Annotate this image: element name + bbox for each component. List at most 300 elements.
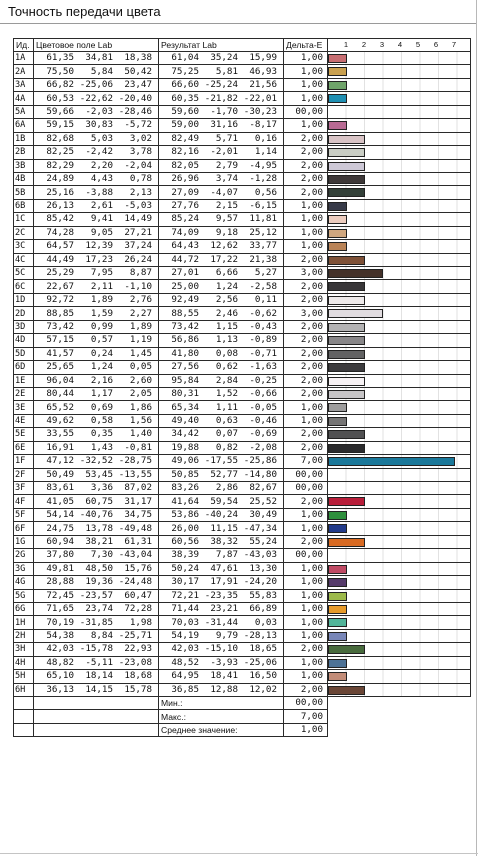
delta-e-bar [328, 202, 347, 211]
result-lab-value: -21,82 [204, 92, 238, 104]
delta-e-value: 2,00 [284, 361, 328, 374]
target-lab-cell [34, 482, 159, 495]
target-lab-value: 1,56 [129, 415, 152, 427]
result-lab-cell [159, 414, 284, 427]
delta-e-bar [328, 94, 347, 103]
result-lab-cell [159, 52, 284, 65]
result-lab-value: 0,11 [254, 294, 277, 306]
patch-id: 3F [14, 482, 34, 495]
target-lab-value: 9,05 [90, 226, 113, 238]
delta-e-value: 2,00 [284, 186, 328, 199]
patch-id: 5D [14, 347, 34, 360]
target-lab-value: -2,04 [124, 159, 152, 171]
table-row [14, 643, 471, 656]
delta-e-bar [328, 81, 347, 90]
delta-e-bar [328, 309, 383, 318]
result-lab-value: -0,69 [249, 428, 277, 440]
target-lab-value: 2,11 [90, 280, 113, 292]
result-lab-value: 83,26 [171, 482, 199, 494]
target-lab-cell [34, 159, 159, 172]
table-row [14, 240, 471, 253]
result-lab-value: 66,89 [249, 603, 277, 615]
patch-id: 4D [14, 334, 34, 347]
target-lab-value: 60,53 [46, 92, 74, 104]
target-lab-value: 15,78 [124, 683, 152, 695]
delta-e-bar [328, 524, 347, 533]
delta-e-bar-cell [328, 441, 471, 454]
target-lab-cell [34, 616, 159, 629]
patch-id: 1H [14, 616, 34, 629]
target-lab-value: 2,05 [129, 388, 152, 400]
target-lab-value: 18,68 [124, 670, 152, 682]
delta-e-value: 1,00 [284, 589, 328, 602]
delta-e-value: 1,00 [284, 199, 328, 212]
delta-e-bar [328, 256, 365, 265]
patch-id: 2G [14, 549, 34, 562]
result-lab-cell [159, 482, 284, 495]
result-lab-value: 26,00 [171, 522, 199, 534]
delta-e-bar-cell [328, 267, 471, 280]
delta-e-value: 00,00 [284, 482, 328, 495]
result-lab-value: 82,16 [171, 146, 199, 158]
result-lab-value: 59,54 [210, 495, 238, 507]
target-lab-value: 12,39 [85, 240, 113, 252]
delta-e-value: 2,00 [284, 132, 328, 145]
target-lab-value: 57,15 [46, 334, 74, 346]
patch-id: 3D [14, 320, 34, 333]
result-lab-value: -0,62 [249, 307, 277, 319]
delta-e-value: 2,00 [284, 374, 328, 387]
target-lab-value: 1,43 [90, 441, 113, 453]
target-lab-value: 22,93 [124, 643, 152, 655]
result-lab-value: 64,43 [171, 240, 199, 252]
result-lab-value: -4,07 [210, 186, 238, 198]
target-lab-value: 82,68 [46, 132, 74, 144]
target-lab-value: 2,16 [90, 374, 113, 386]
delta-e-bar [328, 175, 365, 184]
target-lab-value: 42,03 [46, 643, 74, 655]
target-lab-value: 60,94 [46, 535, 74, 547]
result-lab-value: 2,79 [215, 159, 238, 171]
result-lab-cell [159, 549, 284, 562]
result-lab-value: 64,95 [171, 670, 199, 682]
delta-e-value: 2,00 [284, 535, 328, 548]
result-lab-value: 9,18 [215, 226, 238, 238]
header-lab: Цветовое поле Lab [34, 39, 159, 52]
target-lab-value: 80,44 [46, 388, 74, 400]
summary-label: Мин.: [159, 697, 284, 710]
delta-e-value: 1,00 [284, 656, 328, 669]
result-lab-value: 95,84 [171, 374, 199, 386]
target-lab-value: 0,58 [90, 415, 113, 427]
result-lab-value: 19,88 [171, 441, 199, 453]
result-lab-value: 0,16 [254, 132, 277, 144]
delta-e-value: 1,00 [284, 401, 328, 414]
result-lab-value: 92,49 [171, 294, 199, 306]
target-lab-value: 1,19 [129, 334, 152, 346]
table-row [14, 414, 471, 427]
target-lab-value: 34,75 [124, 509, 152, 521]
delta-e-bar [328, 645, 365, 654]
result-lab-value: -28,13 [243, 630, 277, 642]
result-lab-cell [159, 629, 284, 642]
result-lab-value: 50,24 [171, 562, 199, 574]
target-lab-value: 66,82 [46, 79, 74, 91]
delta-e-value: 2,00 [284, 441, 328, 454]
target-lab-value: 64,57 [46, 240, 74, 252]
result-lab-value: 56,86 [171, 334, 199, 346]
patch-id: 2D [14, 307, 34, 320]
result-lab-cell [159, 589, 284, 602]
target-lab-value: 54,38 [46, 630, 74, 642]
delta-e-bar-cell [328, 320, 471, 333]
target-lab-value: 2,13 [129, 186, 152, 198]
patch-id: 1F [14, 455, 34, 468]
target-lab-cell [34, 670, 159, 683]
result-lab-value: 41,64 [171, 495, 199, 507]
patch-id: 3G [14, 562, 34, 575]
result-lab-value: 60,56 [171, 535, 199, 547]
result-lab-value: 35,24 [210, 52, 238, 64]
table-row [14, 387, 471, 400]
patch-id: 5B [14, 186, 34, 199]
result-lab-cell [159, 562, 284, 575]
table-row [14, 495, 471, 508]
target-lab-cell [34, 132, 159, 145]
header-scale [328, 39, 471, 52]
target-lab-cell [34, 683, 159, 696]
target-lab-cell [34, 52, 159, 65]
patch-id: 3A [14, 78, 34, 91]
patch-id: 3E [14, 401, 34, 414]
patch-id: 4B [14, 172, 34, 185]
target-lab-value: 1,98 [129, 616, 152, 628]
target-lab-value: 1,17 [90, 388, 113, 400]
result-lab-cell [159, 280, 284, 293]
result-lab-value: 0,08 [215, 347, 238, 359]
target-lab-cell [34, 186, 159, 199]
delta-e-bar-cell [328, 253, 471, 266]
result-lab-value: 2,84 [215, 374, 238, 386]
delta-e-bar [328, 565, 347, 574]
target-lab-value: 0,57 [90, 334, 113, 346]
target-lab-cell [34, 643, 159, 656]
table-row [14, 670, 471, 683]
scale-tick: 2 [361, 40, 367, 49]
target-lab-cell [34, 576, 159, 589]
summary-blank [328, 710, 471, 723]
table-row [14, 522, 471, 535]
result-lab-value: 18,65 [249, 643, 277, 655]
table-row [14, 508, 471, 521]
target-lab-cell [34, 92, 159, 105]
delta-e-value: 2,00 [284, 293, 328, 306]
delta-e-value: 2,00 [284, 643, 328, 656]
delta-e-value: 2,00 [284, 387, 328, 400]
target-lab-value: 2,20 [90, 159, 113, 171]
target-lab-value: 72,45 [46, 589, 74, 601]
target-lab-cell [34, 589, 159, 602]
result-lab-cell [159, 576, 284, 589]
target-lab-value: -2,42 [85, 146, 113, 158]
result-lab-value: 82,49 [171, 132, 199, 144]
result-lab-cell [159, 253, 284, 266]
target-lab-value: 53,45 [85, 468, 113, 480]
scale-tick: 5 [415, 40, 421, 49]
patch-id: 6B [14, 199, 34, 212]
delta-e-value: 7,00 [284, 455, 328, 468]
result-lab-value: 82,67 [249, 482, 277, 494]
target-lab-value: 73,42 [46, 320, 74, 332]
result-lab-value: 0,63 [215, 415, 238, 427]
target-lab-cell [34, 522, 159, 535]
result-lab-value: 73,42 [171, 320, 199, 332]
result-lab-value: 6,66 [215, 267, 238, 279]
target-lab-cell [34, 455, 159, 468]
table-row [14, 602, 471, 615]
patch-id: 2E [14, 387, 34, 400]
delta-e-value: 2,00 [284, 172, 328, 185]
result-lab-value: 53,86 [171, 509, 199, 521]
result-lab-cell [159, 401, 284, 414]
target-lab-value: -1,10 [124, 280, 152, 292]
delta-e-value: 1,00 [284, 52, 328, 65]
result-lab-value: 1,13 [215, 334, 238, 346]
result-lab-value: 49,40 [171, 415, 199, 427]
patch-id: 4E [14, 414, 34, 427]
target-lab-value: 82,29 [46, 159, 74, 171]
target-lab-value: 49,81 [46, 562, 74, 574]
result-lab-cell [159, 602, 284, 615]
delta-e-value: 2,00 [284, 280, 328, 293]
delta-e-bar-cell [328, 482, 471, 495]
table-row [14, 361, 471, 374]
delta-e-bar [328, 497, 365, 506]
delta-e-bar [328, 54, 347, 63]
table-row [14, 549, 471, 562]
result-lab-value: -40,24 [204, 509, 238, 521]
table-row [14, 441, 471, 454]
patch-id: 3H [14, 643, 34, 656]
delta-e-bar-cell [328, 602, 471, 615]
target-lab-cell [34, 280, 159, 293]
target-lab-value: 1,89 [129, 320, 152, 332]
target-lab-value: -25,71 [118, 630, 152, 642]
patch-id: 5E [14, 428, 34, 441]
result-lab-value: -4,95 [249, 159, 277, 171]
target-lab-value: 88,85 [46, 307, 74, 319]
table-row [14, 562, 471, 575]
result-lab-value: 48,52 [171, 656, 199, 668]
delta-e-bar [328, 632, 347, 641]
result-lab-value: 85,24 [171, 213, 199, 225]
target-lab-value: 70,19 [46, 616, 74, 628]
patch-id: 6H [14, 683, 34, 696]
patch-id: 1D [14, 293, 34, 306]
target-lab-cell [34, 428, 159, 441]
delta-e-value: 2,00 [284, 320, 328, 333]
patch-id: 4H [14, 656, 34, 669]
table-row [14, 428, 471, 441]
target-lab-value: -49,48 [118, 522, 152, 534]
result-lab-value: 49,06 [171, 455, 199, 467]
result-lab-cell [159, 441, 284, 454]
table-row [14, 307, 471, 320]
target-lab-value: 36,13 [46, 683, 74, 695]
delta-e-bar [328, 672, 347, 681]
patch-id: 3B [14, 159, 34, 172]
delta-e-bar [328, 350, 365, 359]
delta-e-bar-cell [328, 387, 471, 400]
result-lab-value: 52,77 [210, 468, 238, 480]
delta-e-value: 00,00 [284, 105, 328, 118]
target-lab-value: 9,41 [90, 213, 113, 225]
target-lab-value: 0,99 [90, 320, 113, 332]
result-lab-value: -2,08 [249, 441, 277, 453]
result-lab-value: -47,34 [243, 522, 277, 534]
target-lab-cell [34, 656, 159, 669]
result-lab-value: 38,32 [210, 535, 238, 547]
target-lab-cell [34, 361, 159, 374]
result-lab-cell [159, 374, 284, 387]
delta-e-bar [328, 363, 365, 372]
scale-tick: 4 [397, 40, 403, 49]
result-lab-value: -0,89 [249, 334, 277, 346]
summary-blank [34, 723, 159, 736]
delta-e-bar [328, 296, 365, 305]
target-lab-cell [34, 240, 159, 253]
delta-e-bar-cell [328, 159, 471, 172]
patch-id: 4A [14, 92, 34, 105]
target-lab-value: -13,55 [118, 468, 152, 480]
result-lab-value: 11,15 [210, 522, 238, 534]
target-lab-value: -25,06 [79, 79, 113, 91]
delta-e-bar-cell [328, 535, 471, 548]
target-lab-value: 48,50 [85, 562, 113, 574]
summary-blank [14, 697, 34, 710]
table-row [14, 213, 471, 226]
table-row [14, 468, 471, 481]
delta-e-bar-cell [328, 656, 471, 669]
result-lab-value: -43,03 [243, 549, 277, 561]
scale-tick: 7 [451, 40, 457, 49]
delta-e-bar [328, 188, 365, 197]
delta-e-bar [328, 457, 455, 466]
delta-e-value: 2,00 [284, 146, 328, 159]
patch-id: 3C [14, 240, 34, 253]
result-lab-value: -17,55 [204, 455, 238, 467]
table-row [14, 119, 471, 132]
target-lab-value: -5,03 [124, 200, 152, 212]
table-row [14, 52, 471, 65]
delta-e-value: 00,00 [284, 468, 328, 481]
delta-e-bar-cell [328, 361, 471, 374]
target-lab-value: 48,82 [46, 656, 74, 668]
table-row [14, 146, 471, 159]
summary-row [14, 723, 471, 736]
target-lab-value: 1,86 [129, 401, 152, 413]
target-lab-value: -32,52 [79, 455, 113, 467]
delta-e-bar-cell [328, 455, 471, 468]
target-lab-cell [34, 374, 159, 387]
target-lab-value: -2,03 [85, 105, 113, 117]
target-lab-cell [34, 267, 159, 280]
target-lab-value: 1,45 [129, 347, 152, 359]
target-lab-value: 96,04 [46, 374, 74, 386]
delta-e-bar-cell [328, 495, 471, 508]
target-lab-cell [34, 468, 159, 481]
result-lab-value: 2,56 [215, 294, 238, 306]
target-lab-value: 44,49 [46, 253, 74, 265]
delta-e-bar [328, 417, 347, 426]
result-lab-cell [159, 428, 284, 441]
result-lab-value: 30,49 [249, 509, 277, 521]
delta-e-bar-cell [328, 522, 471, 535]
result-lab-cell [159, 683, 284, 696]
target-lab-value: 24,75 [46, 522, 74, 534]
result-lab-value: -30,23 [243, 105, 277, 117]
result-lab-value: 80,31 [171, 388, 199, 400]
table-row [14, 656, 471, 669]
delta-e-bar-cell [328, 374, 471, 387]
target-lab-cell [34, 629, 159, 642]
result-lab-value: 0,03 [254, 616, 277, 628]
delta-e-bar [328, 538, 365, 547]
delta-e-bar-cell [328, 78, 471, 91]
summary-row [14, 710, 471, 723]
target-lab-value: 59,15 [46, 119, 74, 131]
delta-e-value: 1,00 [284, 92, 328, 105]
target-lab-value: 14,49 [124, 213, 152, 225]
delta-e-bar-cell [328, 334, 471, 347]
result-lab-value: -0,43 [249, 320, 277, 332]
patch-id: 2F [14, 468, 34, 481]
delta-e-bar-cell [328, 172, 471, 185]
table-row [14, 199, 471, 212]
result-lab-value: -0,46 [249, 415, 277, 427]
target-lab-value: 26,24 [124, 253, 152, 265]
delta-e-bar-cell [328, 562, 471, 575]
result-lab-cell [159, 267, 284, 280]
patch-id: 1B [14, 132, 34, 145]
target-lab-cell [34, 253, 159, 266]
result-lab-value: 46,93 [249, 65, 277, 77]
result-lab-value: -0,05 [249, 401, 277, 413]
target-lab-value: 16,91 [46, 441, 74, 453]
patch-id: 5H [14, 670, 34, 683]
target-lab-value: 0,05 [129, 361, 152, 373]
delta-e-bar [328, 377, 365, 386]
result-lab-cell [159, 186, 284, 199]
delta-e-bar-cell [328, 280, 471, 293]
delta-e-bar [328, 390, 365, 399]
patch-id: 5G [14, 589, 34, 602]
result-lab-cell [159, 172, 284, 185]
target-lab-value: 3,78 [129, 146, 152, 158]
bottom-border [0, 853, 478, 854]
result-lab-cell [159, 643, 284, 656]
table-row [14, 374, 471, 387]
summary-value: 7,00 [284, 710, 328, 723]
target-lab-value: 72,28 [124, 603, 152, 615]
result-lab-value: 47,61 [210, 562, 238, 574]
delta-e-value: 2,00 [284, 334, 328, 347]
result-lab-value: 17,22 [210, 253, 238, 265]
table-row [14, 347, 471, 360]
target-lab-cell [34, 508, 159, 521]
result-lab-value: -0,71 [249, 347, 277, 359]
patch-id: 6D [14, 361, 34, 374]
